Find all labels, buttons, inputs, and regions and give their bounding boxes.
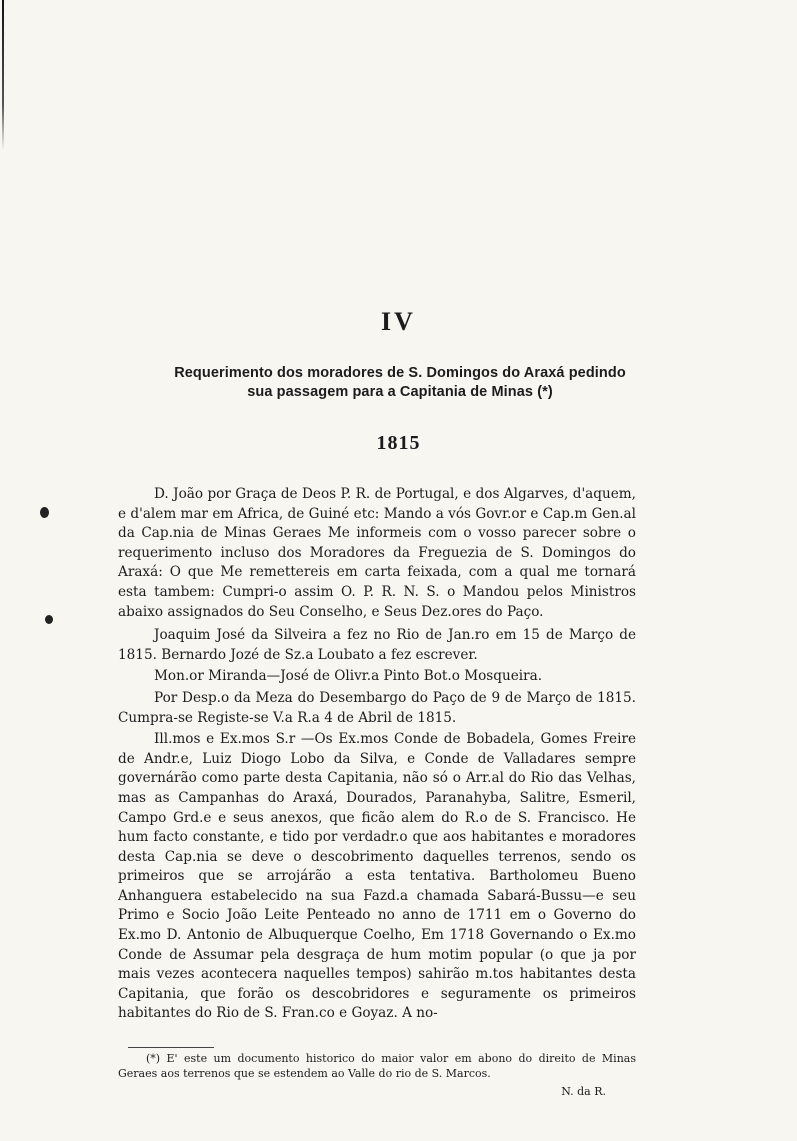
footnote-signature: N. da R. (561, 1085, 606, 1098)
ink-speck (40, 507, 49, 518)
paragraph-despacho: Por Desp.o da Meza do Desembargo do Paço de 9 de Março de 1815. Cumpra-se Registe-se V.a R.a 4 de Abril de 1815. (118, 689, 636, 726)
footnote-rule (128, 1047, 214, 1048)
chapter-number: IV (381, 307, 416, 336)
document-year: 1815 (376, 432, 421, 454)
title-line-2: sua passagem para a Capitania de Minas (*) (247, 384, 553, 400)
document-title (140, 364, 660, 402)
paragraph-ministers: Mon.or Miranda—José de Olivr.a Pinto Bot.o Mosqueira. (154, 668, 543, 685)
paragraph-decree: D. João por Graça de Deos P. R. de Portugal, e dos Algarves, d'aquem, e d'alem mar em Africa, de Guiné etc: Mando a vós Govr.or e Cap.m Gen.al da Cap.nia de Minas Geraes Me informeis com o vosso parecer sobre o requerimento incluso dos Moradores da Freguezia de S. Domingos do Araxá: O que Me remettereis em carta feixada, com a qual me tornará esta tambem: Cumpri-o assim O. P. R. N. S. o Mandou pelos Ministros abaixo assignados do Seu Conselho, e Seus Dez.ores do Paço. (118, 486, 636, 620)
footnote (118, 1051, 636, 1099)
footnote-text: (*) E' este um documento historico do maior valor em abono do direito de Minas Geraes aos terrenos que se estendem ao Valle do rio de S. Marcos. (118, 1052, 636, 1080)
paragraph-petition: Ill.mos e Ex.mos S.r —Os Ex.mos Conde de Bobadela, Gomes Freire de Andr.e, Luiz Diogo Lobo da Silva, e Conde de Valladares sempre governárão como parte desta Capitania, não só o Arr.al do Rio das Velhas, mas as Campanhas do Araxá, Dourados, Paranahyba, Salitre, Esmeril, Campo Grd.e e seus anexos, que ficão alem do R.o de S. Francisco. He hum facto constante, e tido por verdadr.o que aos habitantes e moradores desta Cap.nia se deve o descobrimento daquelles terrenos, sendo os primeiros que se arrojárão a esta tentativa. Bartholomeu Bueno Anhanguera estabelecido na sua Fazd.a chamada Sabará-Bussu—e seu Primo e Socio João Leite Penteado no anno de 1711 em o Governo do Ex.mo D. Antonio de Albuquerque Coelho, Em 1718 Governando o Ex.mo Conde de Assumar pela desgraça de hum motim popular (o que ja por mais vezes acontecera naquelles tempos) sahirão m.tos habitantes desta Capitania, que forão os descobridores e seguramente os primeiros habitantes do Rio de S. Fran.co e Goyaz. A no- (118, 731, 636, 1022)
title-line-1: Requerimento dos moradores de S. Domingos do Araxá pedindo (174, 365, 626, 381)
document-body (118, 485, 636, 1026)
ink-speck (45, 615, 53, 624)
scan-edge-mark (2, 0, 4, 150)
paragraph-signature: Joaquim José da Silveira a fez no Rio de Jan.ro em 15 de Março de 1815. Bernardo Jozé de Sz.a Loubato a fez escrever. (118, 627, 636, 663)
